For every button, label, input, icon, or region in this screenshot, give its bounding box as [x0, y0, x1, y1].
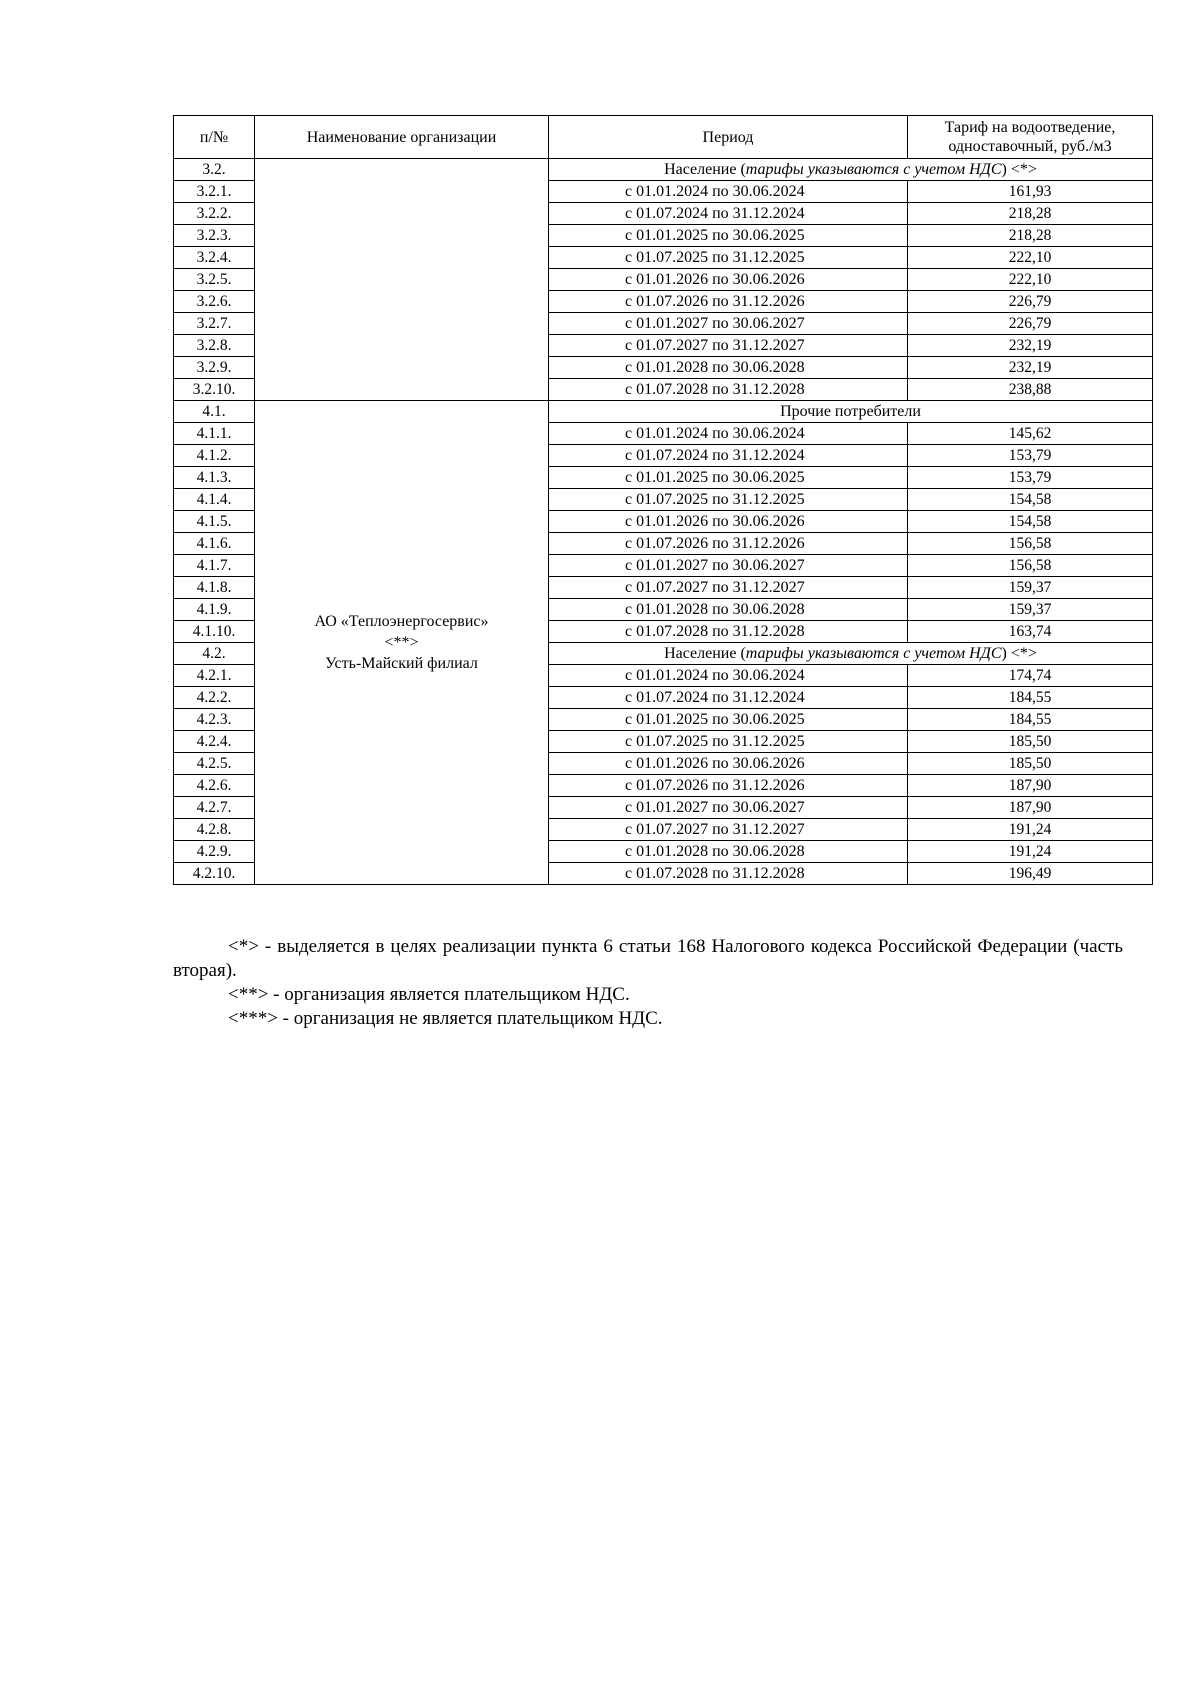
row-num: 4.2.3.	[174, 709, 255, 731]
org-name: АО «Теплоэнергосервис»	[314, 613, 489, 630]
row-period: с 01.07.2024 по 31.12.2024	[549, 203, 908, 225]
org-cell	[255, 159, 549, 401]
org-branch: Усть-Майский филиал	[325, 655, 478, 672]
row-num: 4.2.2.	[174, 687, 255, 709]
row-tariff: 196,49	[908, 863, 1153, 885]
row-tariff: 156,58	[908, 533, 1153, 555]
row-num: 4.1.7.	[174, 555, 255, 577]
row-tariff: 218,28	[908, 225, 1153, 247]
footnote-3: <***> - организация не является плательщиком НДС.	[228, 1008, 663, 1029]
row-num: 3.2.9.	[174, 357, 255, 379]
row-period: с 01.01.2028 по 30.06.2028	[549, 357, 908, 379]
row-tariff: 222,10	[908, 247, 1153, 269]
row-num: 4.1.4.	[174, 489, 255, 511]
row-tariff: 226,79	[908, 291, 1153, 313]
row-tariff: 232,19	[908, 335, 1153, 357]
row-tariff: 163,74	[908, 621, 1153, 643]
row-num: 4.1.3.	[174, 467, 255, 489]
row-tariff: 159,37	[908, 577, 1153, 599]
footnotes	[173, 935, 1123, 1031]
row-period: с 01.07.2024 по 31.12.2024	[549, 687, 908, 709]
header-tariff: Тариф на водоотведение, одноставочный, руб./м3	[908, 116, 1153, 159]
group-title-italic: тарифы указываются с учетом НДС	[745, 645, 1002, 662]
row-num: 4.1.8.	[174, 577, 255, 599]
row-tariff: 191,24	[908, 819, 1153, 841]
table-header-row	[174, 116, 1153, 159]
row-tariff: 154,58	[908, 511, 1153, 533]
row-tariff: 218,28	[908, 203, 1153, 225]
tariff-table	[173, 115, 1153, 885]
row-tariff: 232,19	[908, 357, 1153, 379]
row-tariff: 187,90	[908, 797, 1153, 819]
group-title-italic: тарифы указываются с учетом НДС	[745, 161, 1002, 178]
row-period: с 01.07.2028 по 31.12.2028	[549, 863, 908, 885]
row-num: 4.2.6.	[174, 775, 255, 797]
row-tariff: 174,74	[908, 665, 1153, 687]
row-period: с 01.07.2028 по 31.12.2028	[549, 621, 908, 643]
group-title	[549, 401, 1153, 423]
row-num: 4.1.10.	[174, 621, 255, 643]
row-num: 3.2.7.	[174, 313, 255, 335]
group-title	[549, 643, 1153, 665]
row-num: 3.2.3.	[174, 225, 255, 247]
row-period: с 01.07.2026 по 31.12.2026	[549, 533, 908, 555]
group-title-prefix: Прочие потребители	[780, 403, 921, 420]
row-num: 3.2.6.	[174, 291, 255, 313]
row-period: с 01.01.2025 по 30.06.2025	[549, 225, 908, 247]
row-period: с 01.07.2027 по 31.12.2027	[549, 819, 908, 841]
row-num: 4.1.9.	[174, 599, 255, 621]
row-num: 3.2.5.	[174, 269, 255, 291]
row-tariff: 222,10	[908, 269, 1153, 291]
row-period: с 01.01.2028 по 30.06.2028	[549, 599, 908, 621]
row-tariff: 145,62	[908, 423, 1153, 445]
row-period: с 01.01.2027 по 30.06.2027	[549, 797, 908, 819]
row-period: с 01.07.2027 по 31.12.2027	[549, 577, 908, 599]
group-num: 4.2.	[174, 643, 255, 665]
row-period: с 01.07.2027 по 31.12.2027	[549, 335, 908, 357]
row-tariff: 184,55	[908, 709, 1153, 731]
group-num: 4.1.	[174, 401, 255, 423]
header-num: п/№	[174, 116, 255, 159]
group-num: 3.2.	[174, 159, 255, 181]
row-period: с 01.07.2025 по 31.12.2025	[549, 489, 908, 511]
row-num: 4.2.10.	[174, 863, 255, 885]
row-num: 4.2.9.	[174, 841, 255, 863]
row-num: 4.2.1.	[174, 665, 255, 687]
footnote-1: <*> - выделяется в целях реализации пункта 6 статьи 168 Налогового кодекса Российской Федерации (часть вторая).	[173, 936, 1123, 981]
row-tariff: 191,24	[908, 841, 1153, 863]
row-period: с 01.01.2026 по 30.06.2026	[549, 269, 908, 291]
group-title-prefix: Население (	[664, 161, 746, 178]
row-tariff: 184,55	[908, 687, 1153, 709]
org-cell	[255, 401, 549, 885]
row-tariff: 238,88	[908, 379, 1153, 401]
row-period: с 01.01.2024 по 30.06.2024	[549, 181, 908, 203]
row-num: 4.2.7.	[174, 797, 255, 819]
group-title	[549, 159, 1153, 181]
row-tariff: 153,79	[908, 467, 1153, 489]
footnote-2: <**> - организация является плательщиком НДС.	[228, 984, 630, 1005]
row-tariff: 187,90	[908, 775, 1153, 797]
row-period: с 01.07.2025 по 31.12.2025	[549, 731, 908, 753]
row-period: с 01.01.2024 по 30.06.2024	[549, 423, 908, 445]
row-num: 3.2.1.	[174, 181, 255, 203]
table-body	[174, 159, 1153, 885]
header-org: Наименование организации	[255, 116, 549, 159]
row-period: с 01.07.2025 по 31.12.2025	[549, 247, 908, 269]
row-tariff: 154,58	[908, 489, 1153, 511]
row-num: 4.1.5.	[174, 511, 255, 533]
row-num: 4.2.8.	[174, 819, 255, 841]
header-period: Период	[549, 116, 908, 159]
row-period: с 01.01.2026 по 30.06.2026	[549, 511, 908, 533]
group-title-prefix: Население (	[664, 645, 746, 662]
row-num: 3.2.10.	[174, 379, 255, 401]
row-period: с 01.07.2024 по 31.12.2024	[549, 445, 908, 467]
row-period: с 01.07.2026 по 31.12.2026	[549, 775, 908, 797]
row-period: с 01.01.2027 по 30.06.2027	[549, 555, 908, 577]
row-num: 4.2.5.	[174, 753, 255, 775]
group-title-suffix: ) <*>	[1001, 645, 1037, 662]
row-period: с 01.01.2025 по 30.06.2025	[549, 467, 908, 489]
row-period: с 01.01.2025 по 30.06.2025	[549, 709, 908, 731]
row-num: 4.1.6.	[174, 533, 255, 555]
row-tariff: 161,93	[908, 181, 1153, 203]
org-note: <**>	[384, 634, 419, 651]
row-num: 4.1.2.	[174, 445, 255, 467]
row-period: с 01.07.2028 по 31.12.2028	[549, 379, 908, 401]
row-tariff: 159,37	[908, 599, 1153, 621]
row-num: 4.2.4.	[174, 731, 255, 753]
row-num: 3.2.8.	[174, 335, 255, 357]
row-num: 3.2.2.	[174, 203, 255, 225]
row-num: 3.2.4.	[174, 247, 255, 269]
row-tariff: 185,50	[908, 753, 1153, 775]
group-title-suffix: ) <*>	[1001, 161, 1037, 178]
row-period: с 01.01.2027 по 30.06.2027	[549, 313, 908, 335]
row-tariff: 226,79	[908, 313, 1153, 335]
row-tariff: 185,50	[908, 731, 1153, 753]
row-period: с 01.01.2026 по 30.06.2026	[549, 753, 908, 775]
row-period: с 01.01.2024 по 30.06.2024	[549, 665, 908, 687]
row-num: 4.1.1.	[174, 423, 255, 445]
group-header-row	[174, 401, 1153, 423]
row-period: с 01.01.2028 по 30.06.2028	[549, 841, 908, 863]
group-header-row	[174, 159, 1153, 181]
row-tariff: 153,79	[908, 445, 1153, 467]
row-tariff: 156,58	[908, 555, 1153, 577]
row-period: с 01.07.2026 по 31.12.2026	[549, 291, 908, 313]
